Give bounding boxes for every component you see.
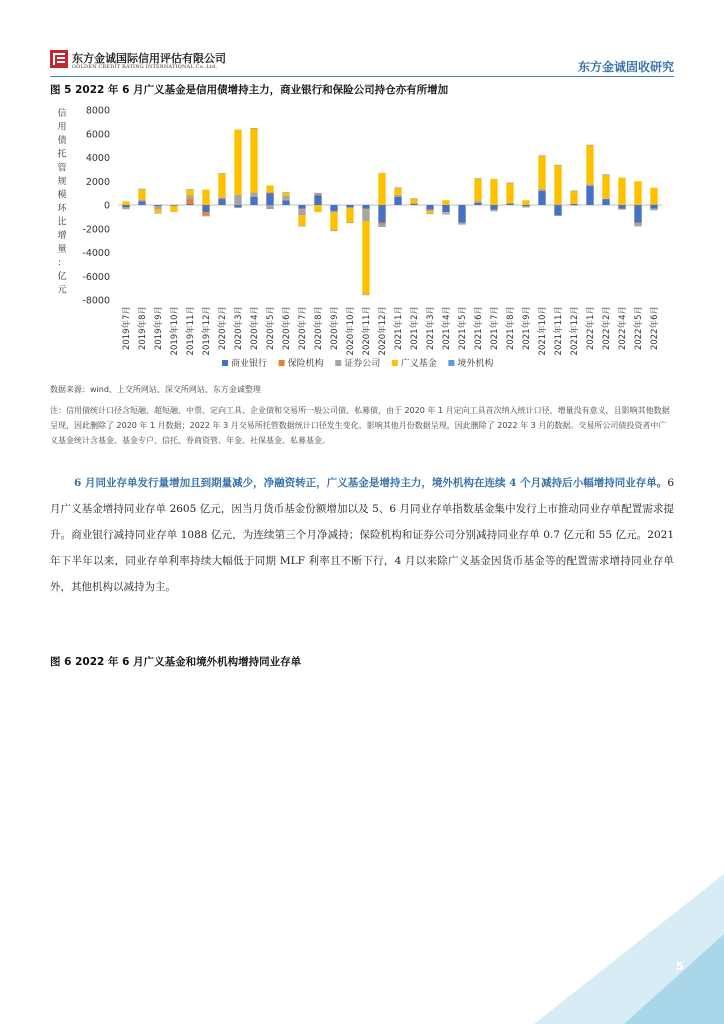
bar-segment	[330, 205, 337, 211]
bar-segment	[618, 178, 625, 205]
bar-segment	[234, 204, 241, 205]
bar-segment	[266, 193, 273, 194]
bar-segment	[266, 205, 273, 209]
bar-segment	[394, 188, 401, 195]
bar-segment	[538, 155, 545, 156]
x-tick-label: 2022年6月	[650, 306, 660, 351]
bar-segment	[170, 205, 177, 206]
bar-segment	[442, 205, 449, 212]
bar-segment	[250, 128, 257, 129]
bar-segment	[586, 186, 593, 205]
bar-segment	[586, 185, 593, 186]
x-tick-label: 2021年4月	[442, 306, 452, 351]
x-tick-label: 2020年2月	[218, 306, 228, 351]
bar-segment	[570, 205, 577, 206]
x-tick-label: 2021年3月	[426, 306, 436, 351]
x-axis-ticks	[121, 306, 660, 355]
legend-swatch	[392, 360, 398, 366]
bar-segment	[186, 199, 193, 204]
bar-segment	[410, 198, 417, 203]
x-tick-label: 2021年10月	[538, 306, 548, 356]
y-tick-label: -4000	[82, 248, 110, 259]
bar-segment	[154, 205, 161, 206]
x-tick-label: 2020年9月	[330, 306, 340, 351]
bar-segment	[378, 224, 385, 226]
bar-segment	[554, 165, 561, 204]
y-axis-label-char: 规	[57, 176, 67, 187]
bar-segment	[394, 197, 401, 205]
bar-segment	[442, 214, 449, 215]
legend-swatch	[448, 360, 454, 366]
bar-segment	[442, 212, 449, 213]
bar-segment	[138, 189, 145, 200]
bar-segment	[378, 173, 385, 205]
bar-segment	[410, 203, 417, 204]
x-tick-label: 2021年2月	[410, 306, 420, 351]
bar-segment	[298, 209, 305, 210]
bar-segment	[474, 203, 481, 205]
x-tick-label: 2019年8月	[138, 306, 148, 351]
x-tick-label: 2020年7月	[298, 306, 308, 351]
bar-segment	[202, 190, 209, 205]
x-tick-label: 2021年9月	[522, 306, 532, 351]
y-tick-label: -6000	[82, 271, 110, 283]
legend	[222, 357, 493, 369]
bar-segment	[218, 199, 225, 205]
bar-segment	[378, 205, 385, 223]
figure-note: 注：信用债统计口径含短融、超短融、中票、定向工具、企业债和交易所一般公司债、私募债，由于 2020 年 1 月定向工具首次纳入统计口径，增量没有意义，且影响其他数据呈现，因此删除了 2020 年 1 月数据；2022 年 3 月交易所托管数据统计口径发生变化，影响其他月份数据呈现，因此删除了 2022 年 3 月的数据。交易所公司债投资者中广义基金统计含基金、基金专户、信托、券商资管、年金、社保基金、私募基金。	[50, 406, 670, 445]
paragraph-highlight: 6 月同业存单发行量增加且到期量减少，净融资转正，广义基金是增持主力，境外机构在连续 4 个月减持后小幅增持同业存单。	[74, 477, 668, 489]
bar-segment	[250, 193, 257, 197]
bar-segment	[554, 205, 561, 216]
legend-label: 广义基金	[400, 359, 437, 369]
bar-segment	[634, 223, 641, 224]
bar-segment	[602, 199, 609, 205]
bar-segment	[506, 204, 513, 205]
company-name-en: GOLDEN CREDIT RATING INTERNATIONAL Co.,Ltd.	[72, 64, 218, 70]
y-axis-label-char: 债	[57, 136, 67, 147]
bar-segment	[314, 194, 321, 195]
bar-segment	[410, 198, 417, 199]
x-tick-label: 2022年2月	[602, 306, 612, 351]
y-axis-label-char: 模	[57, 190, 67, 201]
bar-segment	[458, 205, 465, 223]
legend-swatch	[222, 360, 228, 366]
x-tick-label: 2020年5月	[266, 306, 276, 351]
bar-segment	[426, 205, 433, 210]
bar-segment	[250, 128, 257, 192]
bar-segment	[250, 197, 257, 205]
bar-segment	[330, 231, 337, 232]
x-tick-label: 2021年7月	[490, 306, 500, 351]
body-paragraph	[50, 470, 674, 600]
bar-segment	[650, 210, 657, 211]
bar-segment	[298, 215, 305, 226]
x-tick-label: 2020年4月	[250, 306, 260, 351]
x-tick-label: 2020年10月	[346, 306, 356, 356]
y-tick-label: 4000	[85, 153, 110, 164]
x-tick-label: 2020年12月	[378, 306, 388, 356]
y-axis-label-char: ：	[57, 258, 67, 269]
y-axis-label-char: 托	[57, 149, 67, 160]
bar-segment	[458, 224, 465, 225]
x-tick-label: 2019年7月	[122, 306, 132, 351]
bar-segment	[218, 197, 225, 198]
legend-label: 保险机构	[287, 359, 324, 369]
y-tick-label: 0	[103, 200, 110, 212]
bar-segment	[266, 185, 273, 192]
bar-segment	[138, 201, 145, 205]
bar-segment	[650, 209, 657, 210]
y-tick-label: -8000	[82, 295, 110, 307]
x-tick-label: 2020年6月	[282, 306, 292, 351]
bar-segment	[362, 205, 369, 209]
legend-swatch	[279, 360, 285, 366]
bar-segment	[250, 196, 257, 197]
legend-swatch	[335, 360, 341, 366]
bar-segment	[138, 189, 145, 190]
bar-segment	[122, 209, 129, 210]
bar-segment	[634, 226, 641, 227]
bar-segment	[346, 208, 353, 222]
bar-segment	[346, 208, 353, 209]
bar-segment	[282, 200, 289, 205]
bar-segment	[138, 201, 145, 202]
bar-segment	[570, 191, 577, 204]
bar-segment	[586, 184, 593, 185]
x-tick-label: 2022年4月	[618, 306, 628, 351]
x-tick-label: 2021年11月	[554, 306, 564, 356]
bar-segment	[522, 207, 529, 208]
bar-segment	[234, 207, 241, 208]
bar-segment	[442, 213, 449, 214]
x-tick-label: 2021年12月	[570, 306, 580, 356]
figure5-title: 图 5 2022 年 6 月广义基金是信用债增持主力，商业银行和保险公司持仓亦有所增加	[50, 84, 449, 96]
corner-decoration	[534, 874, 724, 1024]
bar-segment	[378, 226, 385, 227]
x-tick-label: 2020年11月	[362, 306, 372, 356]
bars-group	[122, 128, 657, 295]
x-tick-label: 2021年5月	[458, 306, 468, 351]
bar-segment	[218, 198, 225, 199]
x-tick-label: 2022年1月	[586, 306, 596, 351]
bar-segment	[298, 209, 305, 215]
y-axis-label-char: 量	[57, 244, 67, 255]
bar-segment	[602, 174, 609, 198]
company-logo-icon	[50, 50, 68, 68]
bar-segment	[602, 174, 609, 175]
y-tick-label: -2000	[82, 224, 110, 236]
bar-segment	[490, 205, 497, 210]
header-divider	[50, 76, 674, 77]
bar-segment	[474, 202, 481, 203]
bar-segment	[378, 223, 385, 224]
bar-segment	[458, 223, 465, 224]
legend-label: 证券公司	[344, 359, 381, 369]
bar-segment	[602, 198, 609, 199]
bar-segment	[394, 188, 401, 189]
bar-segment	[186, 204, 193, 205]
bar-segment	[490, 211, 497, 212]
y-axis-label-char: 用	[57, 122, 67, 133]
x-tick-label: 2021年1月	[394, 306, 404, 351]
bar-segment	[170, 206, 177, 212]
bar-segment	[554, 204, 561, 205]
legend-label: 境外机构	[457, 359, 494, 369]
bar-segment	[538, 156, 545, 189]
bar-segment	[330, 213, 337, 231]
bar-segment	[602, 199, 609, 200]
bar-segment	[282, 196, 289, 200]
figure5-chart	[50, 98, 674, 380]
bar-segment	[346, 205, 353, 207]
bar-segment	[330, 211, 337, 212]
bar-segment	[282, 192, 289, 193]
bar-segment	[122, 208, 129, 209]
bar-segment	[474, 178, 481, 179]
bar-segment	[154, 206, 161, 209]
bar-segment	[330, 212, 337, 213]
bar-segment	[122, 205, 129, 207]
bar-segment	[650, 188, 657, 205]
x-tick-label: 2021年6月	[474, 306, 484, 351]
bar-segment	[586, 145, 593, 146]
bar-segment	[186, 196, 193, 200]
legend-label: 商业银行	[231, 359, 268, 369]
bar-segment	[362, 209, 369, 221]
bar-segment	[346, 223, 353, 224]
bar-segment	[634, 181, 641, 205]
bar-segment	[634, 205, 641, 223]
y-axis-label-char: 元	[57, 285, 67, 296]
bar-segment	[490, 210, 497, 211]
x-tick-label: 2019年11月	[186, 306, 196, 356]
bar-segment	[394, 195, 401, 196]
bar-segment	[218, 174, 225, 198]
bar-segment	[298, 226, 305, 227]
bar-segment	[426, 210, 433, 211]
bar-segment	[314, 196, 321, 206]
bar-segment	[154, 213, 161, 214]
bar-segment	[586, 145, 593, 184]
paragraph-body: 6 月广义基金增持同业存单 2605 亿元，因当月货币基金份额增加以及 5、6 月同业存单指数基金集中发行上市推动同业存单配置需求提升。商业银行减持同业存单 1088 亿元，为连续第三个月净减持；保险机构和证券公司分别减持同业存单 0.7 亿元和 55 亿元。2021 年下半年以来，同业存单利率持续大幅低于同期 MLF 利率且不断下行，4 月以来除广义基金因货币基金等的配置需求增持同业存单外，其他机构以减持为主。	[50, 477, 674, 593]
bar-segment	[522, 205, 529, 206]
x-tick-label: 2019年12月	[202, 306, 212, 356]
y-axis-ticks	[82, 106, 110, 307]
y-axis-label-char: 亿	[57, 271, 67, 282]
y-tick-label: 2000	[85, 176, 110, 188]
bar-segment	[650, 204, 657, 205]
bar-segment	[362, 221, 369, 295]
bar-segment	[362, 295, 369, 296]
bar-segment	[298, 205, 305, 209]
company-name-cn: 东方金诚国际信用评估有限公司	[72, 52, 226, 65]
bar-segment	[490, 179, 497, 205]
bar-segment	[234, 195, 241, 205]
bar-segment	[266, 193, 273, 205]
bar-segment	[138, 200, 145, 201]
bar-segment	[282, 193, 289, 197]
bar-segment	[314, 193, 321, 194]
x-tick-label: 2020年3月	[234, 306, 244, 351]
bar-segment	[426, 214, 433, 215]
bar-segment	[522, 200, 529, 205]
data-source: 数据来源：wind、上交所网站、深交所网站、东方金诚整理	[50, 385, 261, 394]
bar-segment	[426, 211, 433, 213]
bar-segment	[266, 209, 273, 210]
bar-segment	[426, 210, 433, 211]
x-tick-label: 2020年8月	[314, 306, 324, 351]
bar-segment	[234, 205, 241, 207]
bar-segment	[506, 203, 513, 204]
bar-segment	[186, 189, 193, 190]
bar-segment	[234, 130, 241, 195]
bar-segment	[506, 183, 513, 184]
x-tick-label: 2022年5月	[634, 306, 644, 351]
bar-segment	[538, 190, 545, 191]
page-number: 5	[676, 960, 684, 973]
y-tick-label: 8000	[85, 105, 110, 117]
bar-segment	[186, 190, 193, 196]
bar-segment	[538, 191, 545, 205]
y-axis-label	[57, 107, 67, 295]
figure6-title: 图 6 2022 年 6 月广义基金和境外机构增持同业存单	[50, 656, 302, 668]
y-axis-label-char: 比	[57, 217, 67, 228]
bar-segment	[506, 183, 513, 203]
bar-segment	[474, 201, 481, 202]
y-axis-label-char: 信	[57, 109, 67, 119]
bar-segment	[394, 196, 401, 197]
bar-segment	[202, 212, 209, 216]
bar-segment	[554, 205, 561, 206]
y-axis-label-char: 增	[57, 231, 67, 242]
bar-segment	[618, 209, 625, 210]
bar-segment	[570, 191, 577, 192]
bar-segment	[442, 200, 449, 205]
bar-segment	[634, 223, 641, 225]
bar-segment	[522, 206, 529, 207]
bar-segment	[282, 200, 289, 201]
bar-segment	[362, 209, 369, 210]
brand-title: 东方金诚固收研究	[577, 60, 674, 74]
bar-segment	[618, 205, 625, 209]
bar-segment	[314, 205, 321, 212]
bar-segment	[122, 201, 129, 205]
bar-segment	[154, 209, 161, 213]
bar-segment	[202, 205, 209, 212]
y-axis-label-char: 管	[57, 163, 67, 174]
y-axis-label-char: 环	[57, 204, 67, 214]
x-tick-label: 2019年10月	[170, 306, 180, 356]
y-tick-label: 6000	[85, 129, 110, 141]
bar-segment	[202, 216, 209, 217]
bar-segment	[538, 189, 545, 190]
bar-segment	[650, 205, 657, 209]
bar-segment	[474, 179, 481, 202]
bar-segment	[218, 173, 225, 174]
x-tick-label: 2019年9月	[154, 306, 164, 351]
bar-segment	[554, 165, 561, 166]
bar-segment	[570, 204, 577, 205]
x-tick-label: 2021年8月	[506, 306, 516, 351]
